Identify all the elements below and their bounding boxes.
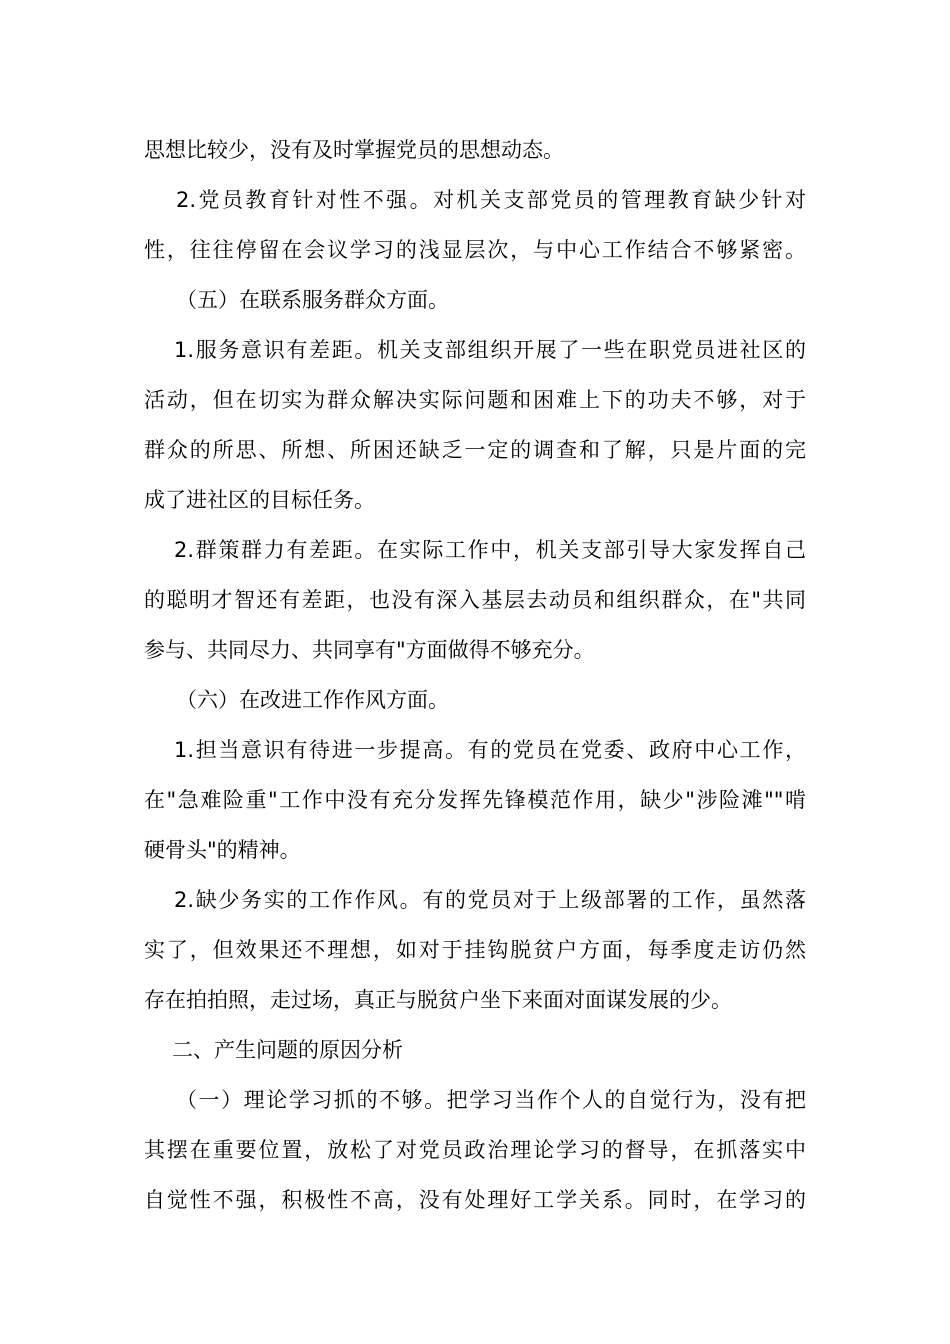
section-heading: 二、产生问题的原因分析: [172, 1038, 403, 1062]
text-line: 群众的所思、所想、所困还缺乏一定的调查和了解，只是片面的完: [144, 438, 806, 462]
text-line: 2.群策群力有差距。在实际工作中，机关支部引导大家发挥自己: [174, 538, 806, 562]
text-line: 实了，但效果还不理想，如对于挂钩脱贫户方面，每季度走访仍然: [144, 938, 806, 962]
text-line: 1.服务意识有差距。机关支部组织开展了一些在职党员进社区的: [174, 338, 806, 362]
text-line: 的聪明才智还有差距，也没有深入基层去动员和组织群众，在"共同: [144, 588, 806, 612]
text-line: 成了进社区的目标任务。: [144, 488, 375, 512]
text-line: 思想比较少，没有及时掌握党员的思想动态。: [144, 138, 564, 162]
text-line: 性，往往停留在会议学习的浅显层次，与中心工作结合不够紧密。: [144, 238, 806, 262]
text-line: 自觉性不强，积极性不高，没有处理好工学关系。同时，在学习的: [144, 1188, 806, 1212]
text-line: 1.担当意识有待进一步提高。有的党员在党委、政府中心工作，: [174, 738, 806, 762]
text-line: 2.缺少务实的工作作风。有的党员对于上级部署的工作，虽然落: [174, 888, 806, 912]
text-line: 在"急难险重"工作中没有充分发挥先锋模范作用，缺少"涉险滩""啃: [144, 788, 806, 812]
text-line: 2.党员教育针对性不强。对机关支部党员的管理教育缺少针对: [176, 188, 806, 212]
text-line: 参与、共同尽力、共同享有"方面做得不够充分。: [144, 638, 595, 662]
text-line: 硬骨头"的精神。: [144, 838, 301, 862]
text-line: 存在拍拍照，走过场，真正与脱贫户坐下来面对面谋发展的少。: [144, 988, 732, 1012]
section-heading: （五）在联系服务群众方面。: [176, 288, 449, 312]
text-line: （一）理论学习抓的不够。把学习当作个人的自觉行为，没有把: [176, 1088, 806, 1112]
section-heading: （六）在改进工作作风方面。: [176, 688, 449, 712]
text-line: 其摆在重要位置，放松了对党员政治理论学习的督导，在抓落实中: [144, 1138, 806, 1162]
text-line: 活动，但在切实为群众解决实际问题和困难上下的功夫不够，对于: [144, 388, 806, 412]
